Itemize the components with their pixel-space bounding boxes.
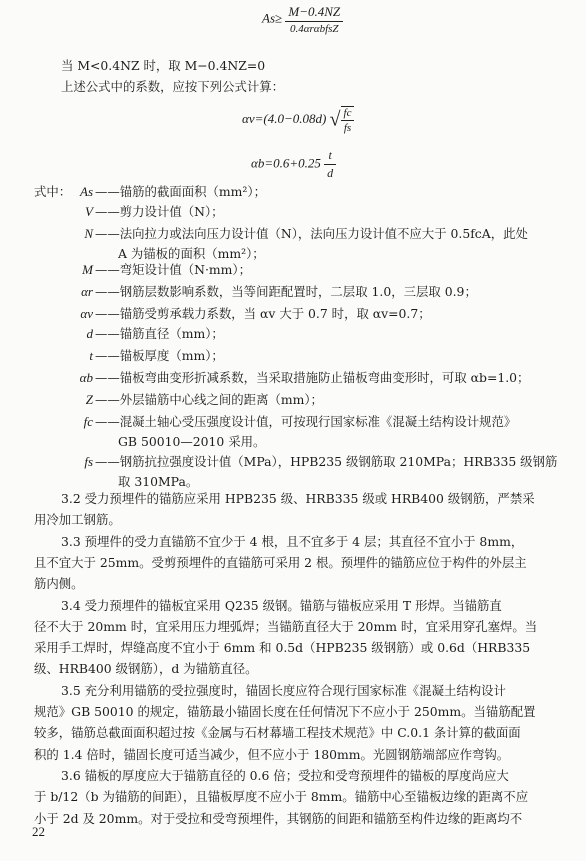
definition-symbol: N	[84, 226, 93, 241]
clause-line: 3.2 受力预埋件的锚筋应采用 HPB235 级、HRB335 级或 HRB400 级钢筋，严禁采	[61, 491, 535, 506]
definition-symbol: αv	[80, 306, 93, 321]
formula-as-lhs: As≥	[262, 10, 283, 26]
clause-line: 规范》GB 50010 的规定，锚筋最小锚固长度在任何情况下不应小于 250mm。当锚筋配置	[34, 704, 536, 719]
definition-symbol: V	[85, 204, 93, 219]
formula-as	[262, 4, 343, 35]
definition-symbol: M	[82, 262, 93, 277]
clause-line: 较多，锚筋总截面面积超过按《金属与石材幕墙工程技术规范》中 C.0.1 条计算的截面面	[34, 725, 521, 741]
definition-symbol: d	[86, 326, 93, 341]
clause-line: 筋内侧。	[34, 576, 84, 592]
clause-line: 径不大于 20mm 时，宜采用压力埋弧焊；当锚筋直径大于 20mm 时，宜采用穿孔塞焊。当	[34, 618, 538, 634]
condition-line: 当 M<0.4NZ 时，取 M−0.4NZ=0	[61, 58, 266, 73]
formula-av	[242, 106, 354, 134]
clause-line: 3.5 充分利用锚筋的受拉强度时，锚固长度应符合现行国家标准《混凝土结构设计	[61, 682, 506, 698]
definition-text: 取 310MPa。	[118, 474, 199, 489]
definition-text: ——锚板厚度（mm）；	[95, 348, 224, 363]
definition-text: ——法向拉力或法向压力设计值（N），法向压力设计值不应大于 0.5fcA，此处	[95, 226, 528, 241]
formula-ab-lhs: αb=0.6+0.25	[251, 155, 321, 171]
definition-text: ——剪力设计值（N）；	[95, 204, 224, 219]
definition-text: ——混凝土轴心受压强度设计值，可按现行国家标准《混凝土结构设计规范》	[95, 414, 517, 429]
clause-line: 积的 1.4 倍时，锚固长度可适当减少，但不应小于 180mm。光圆钢筋端部应作弯钩。	[34, 746, 510, 762]
definition-symbol: t	[89, 348, 93, 363]
formula-as-denominator: 0.4αrαbfsZ	[290, 23, 339, 35]
clause-line: 用冷加工钢筋。	[34, 512, 121, 528]
definition-symbol: fs	[84, 454, 93, 469]
clause-line: 3.4 受力预埋件的锚板宜采用 Q235 级钢。锚筋与锚板应采用 T 形焊。当锚筋直	[61, 597, 502, 613]
definition-symbol: Z	[85, 392, 93, 407]
definition-text: ——钢筋抗拉强度设计值（MPa），HPB235 级钢筋取 210MPa；HRB335 级钢筋	[95, 454, 558, 469]
clause-line: 且不宜大于 25mm。受剪预埋件的直锚筋可采用 2 根。预埋件的锚筋应位于构件的外层主	[34, 554, 527, 570]
formula-ab	[251, 148, 336, 181]
definition-text: ——锚筋的截面面积（mm²）；	[95, 184, 266, 199]
definition-symbol: fc	[83, 414, 93, 429]
definition-text: ——锚筋受剪承载力系数，当 αv 大于 0.7 时，取 αv=0.7；	[95, 306, 431, 321]
clause-line: 3.6 锚板的厚度应大于锚筋直径的 0.6 倍；受拉和受弯预埋件的锚板的厚度尚应大	[61, 767, 509, 783]
definition-text: A 为锚板的面积（mm²）；	[118, 246, 265, 261]
sqrt-symbol: √ $\frac{fc}{fs}$	[330, 106, 355, 134]
definition-text: ——钢筋层数影响系数，当等间距配置时，二层取 1.0，三层取 0.9；	[95, 284, 477, 299]
coefficient-intro: 上述公式中的系数，应按下列公式计算：	[61, 79, 285, 94]
definition-text: ——弯矩设计值（N·mm）；	[95, 262, 251, 277]
definition-text: GB 50010—2010 采用。	[118, 434, 266, 449]
formula-ab-frac-den: d	[327, 166, 334, 180]
formula-as-fraction	[285, 4, 343, 35]
clause-line: 小于 2d 及 20mm。对于受拉和受弯预埋件，其钢筋的间距和锚筋至构件边缘的距离均不	[34, 810, 523, 826]
definition-symbol: αb	[79, 370, 93, 385]
definition-text: ——锚筋直径（mm）；	[95, 326, 224, 341]
where-label: 式中：	[34, 184, 72, 199]
clause-line: 采用手工焊时，焊缝高度不宜小于 6mm 和 0.5d（HPB235 级钢筋）或 0.6d（HRB335	[34, 640, 531, 656]
formula-av-frac-den: fs	[343, 122, 352, 134]
clause-line: 3.3 预埋件的受力直锚筋不宜少于 4 根，且不宜多于 4 层；其直径不宜小于 8mm，	[61, 533, 524, 549]
clause-line: 级、HRB400 级钢筋），d 为锚筋直径。	[34, 661, 258, 677]
formula-av-lhs: αv=(4.0−0.08d)	[242, 110, 327, 126]
definition-symbol: As	[80, 184, 93, 199]
formula-ab-fraction	[324, 148, 336, 181]
definition-text: ——外层锚筋中心线之间的距离（mm）；	[95, 392, 323, 407]
formula-as-numerator: M−0.4NZ	[285, 4, 343, 22]
clause-line: 于 b/12（b 为锚筋的间距），且锚板厚度不应小于 8mm。锚筋中心至锚板边缘的距离不应	[34, 789, 529, 805]
formula-av-frac-num: fc	[341, 107, 355, 121]
definition-symbol: αr	[81, 284, 93, 299]
page-number: 22	[32, 824, 45, 839]
definition-text: ——锚板弯曲变形折减系数，当采取措施防止锚板弯曲变形时，可取 αb=1.0；	[95, 370, 530, 385]
formula-ab-frac-num: t	[324, 148, 336, 165]
